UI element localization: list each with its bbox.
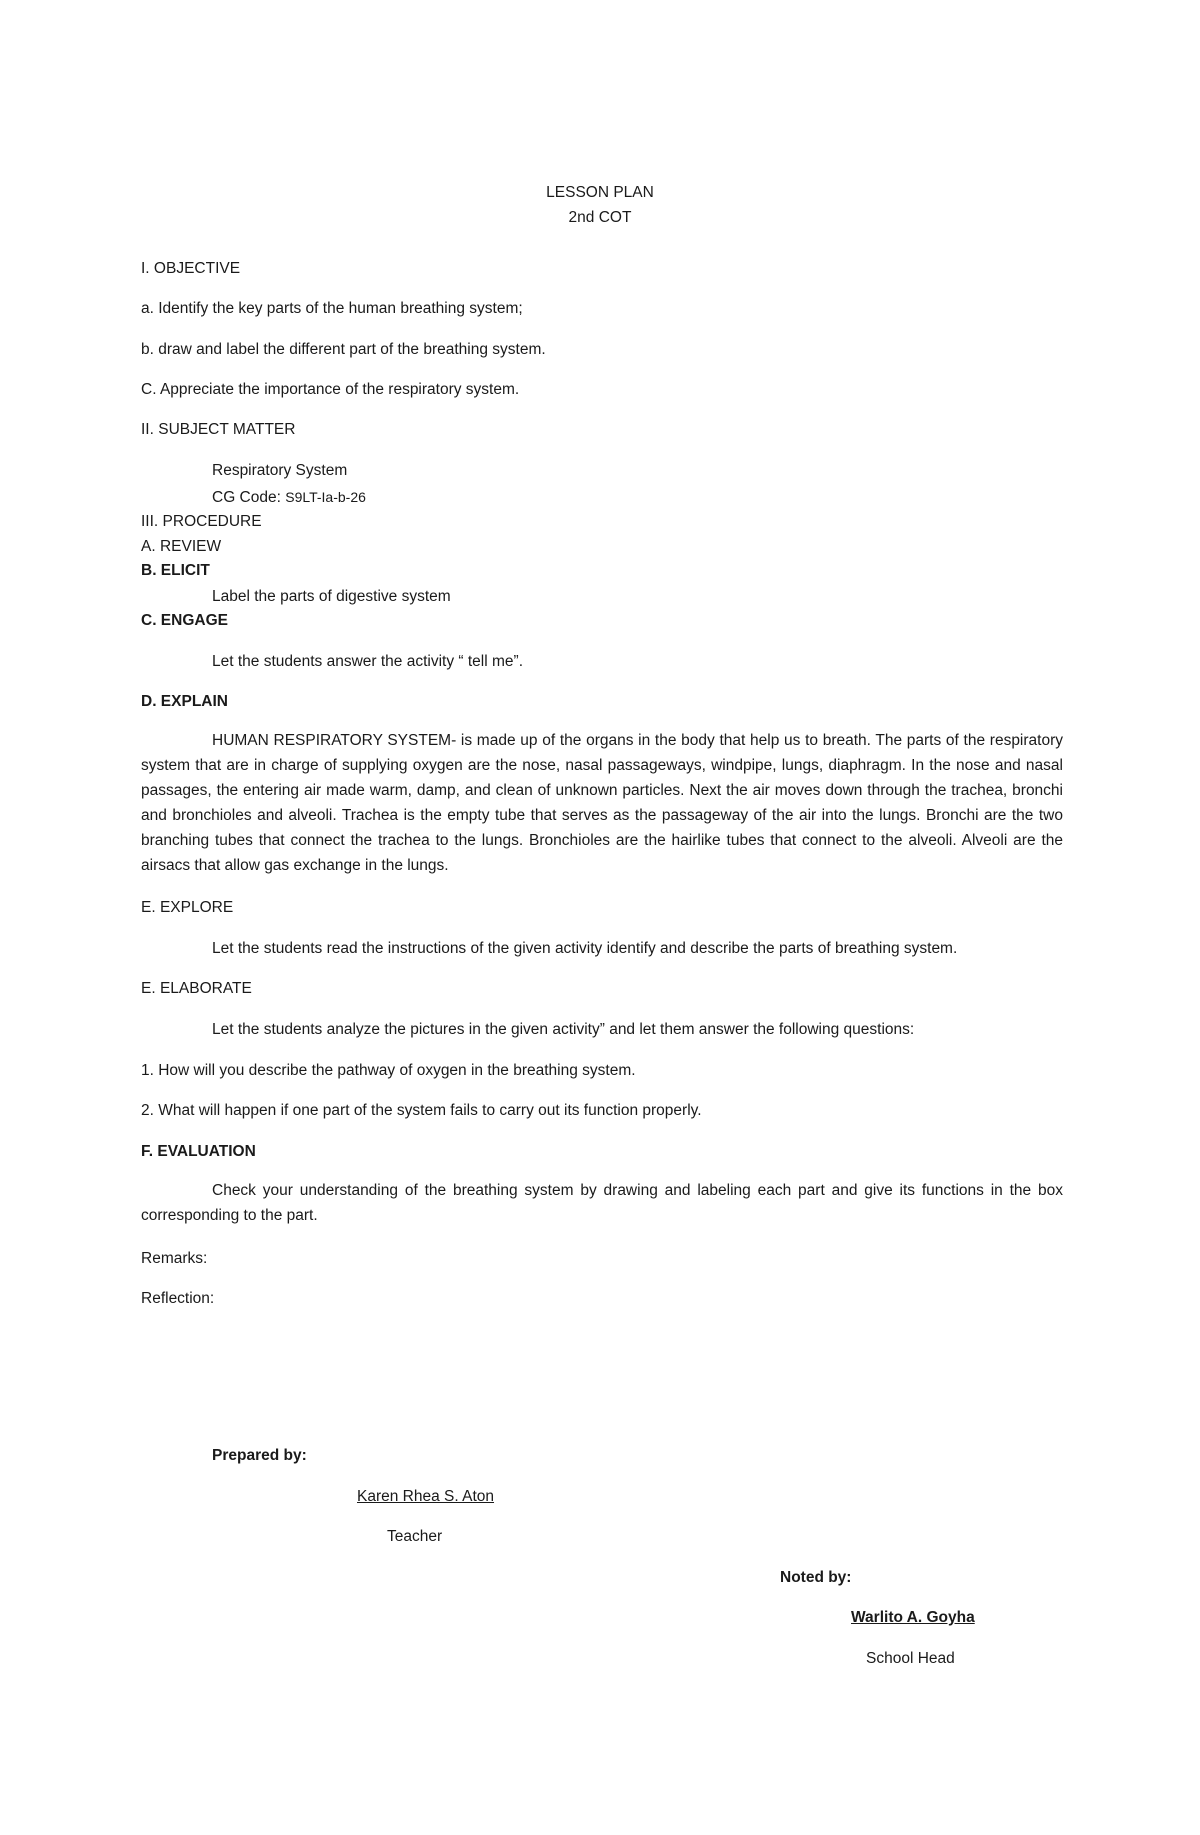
prepared-by-label: Prepared by:	[212, 1447, 307, 1464]
objective-item: a. Identify the key parts of the human breathing system;	[141, 300, 523, 317]
cg-code-label: CG Code:	[212, 489, 281, 506]
evaluation-paragraph: Check your understanding of the breathing system by drawing and labeling each part and give its functions in the box corresponding to the part.	[141, 1182, 1063, 1224]
noted-by-label: Noted by:	[780, 1569, 852, 1586]
explain-heading: D. EXPLAIN	[141, 693, 228, 710]
noter-name: Warlito A. Goyha	[851, 1609, 975, 1626]
review-heading: A. REVIEW	[141, 538, 222, 555]
subject-matter-heading: II. SUBJECT MATTER	[141, 421, 296, 438]
noter-role: School Head	[866, 1650, 955, 1667]
explore-heading: E. EXPLORE	[141, 899, 234, 916]
explain-paragraph: HUMAN RESPIRATORY SYSTEM- is made up of the organs in the body that help us to breath. The parts of the respiratory system that are in charge of supplying oxygen are the nose, nasal passageways, windpipe, lungs, diaphragm. In the nose and nasal passages, the entering air made warm, damp, and clean of unknown particles. Next the air moves down through the trachea, bronchi and bronchioles and alveoli. Trachea is the empty tube that serves as the passageway of the air into the lungs. Bronchi are the two branching tubes that connect the trachea to the lungs. Bronchioles are the hairlike tubes that connect to the alveoli. Alveoli are the airsacs that allow gas exchange in the lungs.	[141, 732, 1063, 874]
engage-text: Let the students answer the activity “ tell me”.	[212, 653, 523, 670]
elaborate-question: 2. What will happen if one part of the system fails to carry out its function properly.	[141, 1102, 702, 1119]
engage-heading: C. ENGAGE	[141, 612, 228, 629]
objective-item: b. draw and label the different part of the breathing system.	[141, 341, 546, 358]
reflection-label: Reflection:	[141, 1290, 215, 1307]
procedure-heading: III. PROCEDURE	[141, 513, 262, 530]
cg-code-line	[212, 487, 366, 508]
document-subtitle: 2nd COT	[568, 209, 632, 226]
evaluation-heading: F. EVALUATION	[141, 1143, 256, 1160]
elaborate-text: Let the students analyze the pictures in the given activity” and let them answer the following questions:	[212, 1021, 915, 1038]
document-title: LESSON PLAN	[546, 184, 654, 201]
elaborate-heading: E. ELABORATE	[141, 980, 252, 997]
subject-topic: Respiratory System	[212, 462, 348, 479]
remarks-label: Remarks:	[141, 1250, 208, 1267]
cg-code-value: S9LT-Ia-b-26	[285, 489, 366, 505]
elaborate-question: 1. How will you describe the pathway of oxygen in the breathing system.	[141, 1062, 636, 1079]
preparer-name: Karen Rhea S. Aton	[357, 1488, 495, 1505]
preparer-role: Teacher	[387, 1528, 443, 1545]
explore-text: Let the students read the instructions of the given activity identify and describe the parts of breathing system.	[212, 940, 958, 957]
objective-item: C. Appreciate the importance of the respiratory system.	[141, 381, 520, 398]
elicit-heading: B. ELICIT	[141, 562, 210, 579]
objective-heading: I. OBJECTIVE	[141, 260, 241, 277]
elicit-text: Label the parts of digestive system	[212, 588, 451, 605]
